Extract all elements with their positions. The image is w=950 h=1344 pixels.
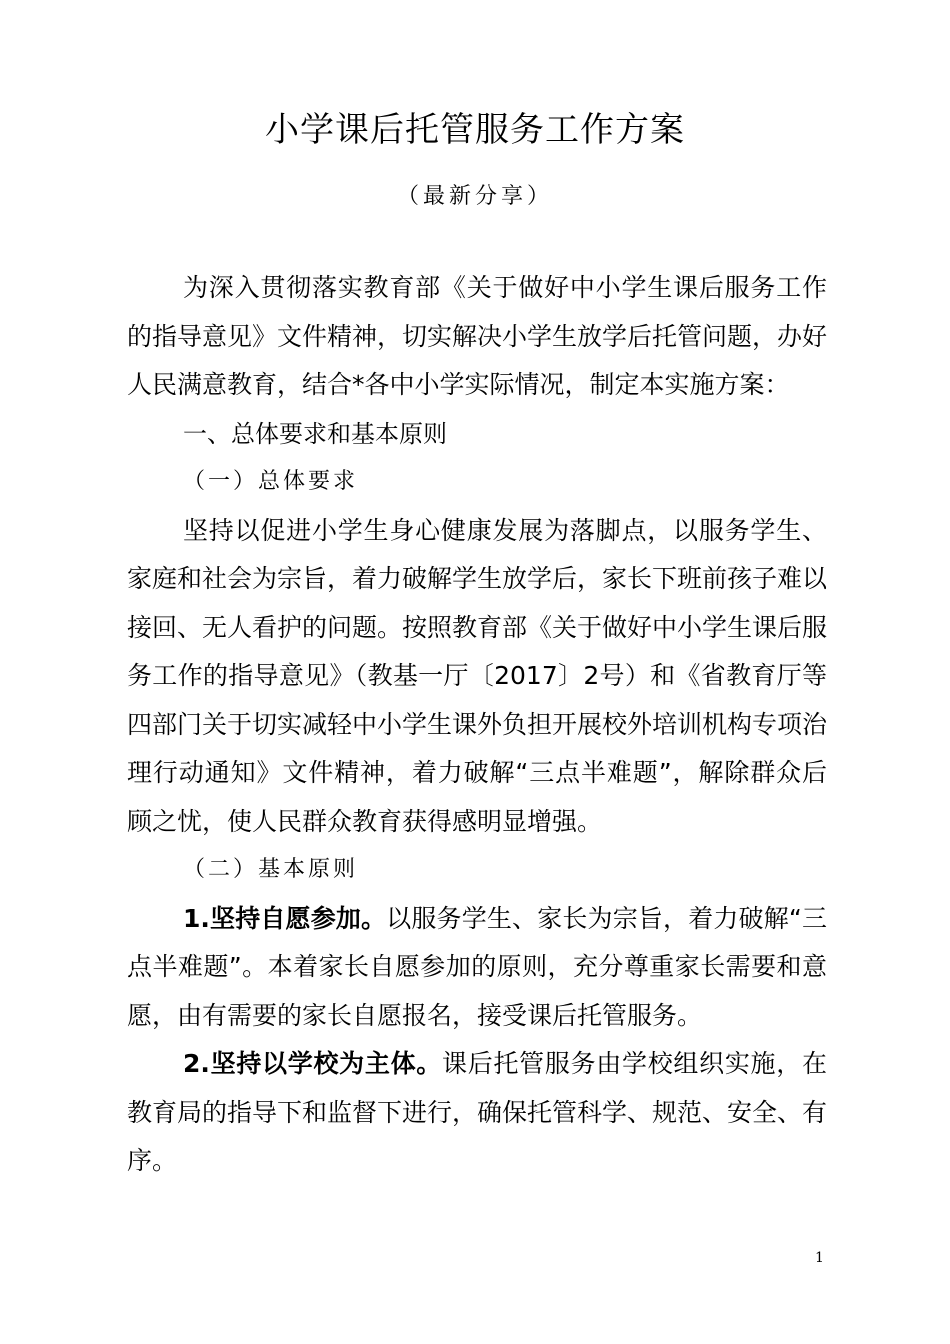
document-body <box>127 264 827 1186</box>
page-number: 1 <box>815 1250 824 1266</box>
document-title: 小学课后托管服务工作方案 <box>265 110 685 150</box>
subsection-heading-2: （二）基本原则 <box>183 857 359 882</box>
general-requirements-paragraph: 坚持以促进小学生身心健康发展为落脚点，以服务学生、家庭和社会为宗旨，着力破解学生放学后，家长下班前孩子难以接回、无人看护的问题。按照教育部《关于做好中小学生课后服务工作的指导意见》（教基一厅〔2017〕2号）和《省教育厅等四部门关于切实减轻中小学生课外负担开展校外培训机构专项治理行动通知》文件精神，着力破解“三点半难题”，解除群众后顾之忧，使人民群众教育获得感明显增强。 <box>127 515 828 836</box>
intro-paragraph: 为深入贯彻落实教育部《关于做好中小学生课后服务工作的指导意见》文件精神，切实解决小学生放学后托管问题，办好人民满意教育，结合*各中小学实际情况，制定本实施方案： <box>127 273 828 399</box>
document-subtitle: （最新分享） <box>396 184 553 209</box>
principle-2-lead: 2.坚持以学校为主体。 <box>183 1049 443 1078</box>
principle-1-paragraph <box>127 895 827 1041</box>
section-heading-1: 一、总体要求和基本原则 <box>183 419 447 448</box>
principle-2-text: 课后托管服务由学校组织实施，在教育局的指导下和监督下进行，确保托管科学、规范、安全、有序。 <box>127 1049 828 1175</box>
principle-1-lead: 1.坚持自愿参加。 <box>183 903 387 933</box>
principle-2-paragraph <box>127 1040 827 1186</box>
principle-1-text: 以服务学生、家长为宗旨，着力破解“三点半难题”。本着家长自愿参加的原则，充分尊重家长需要和意愿，由有需要的家长自愿报名，接受课后托管服务。 <box>127 903 827 1030</box>
subsection-heading-1: （一）总体要求 <box>183 469 359 494</box>
